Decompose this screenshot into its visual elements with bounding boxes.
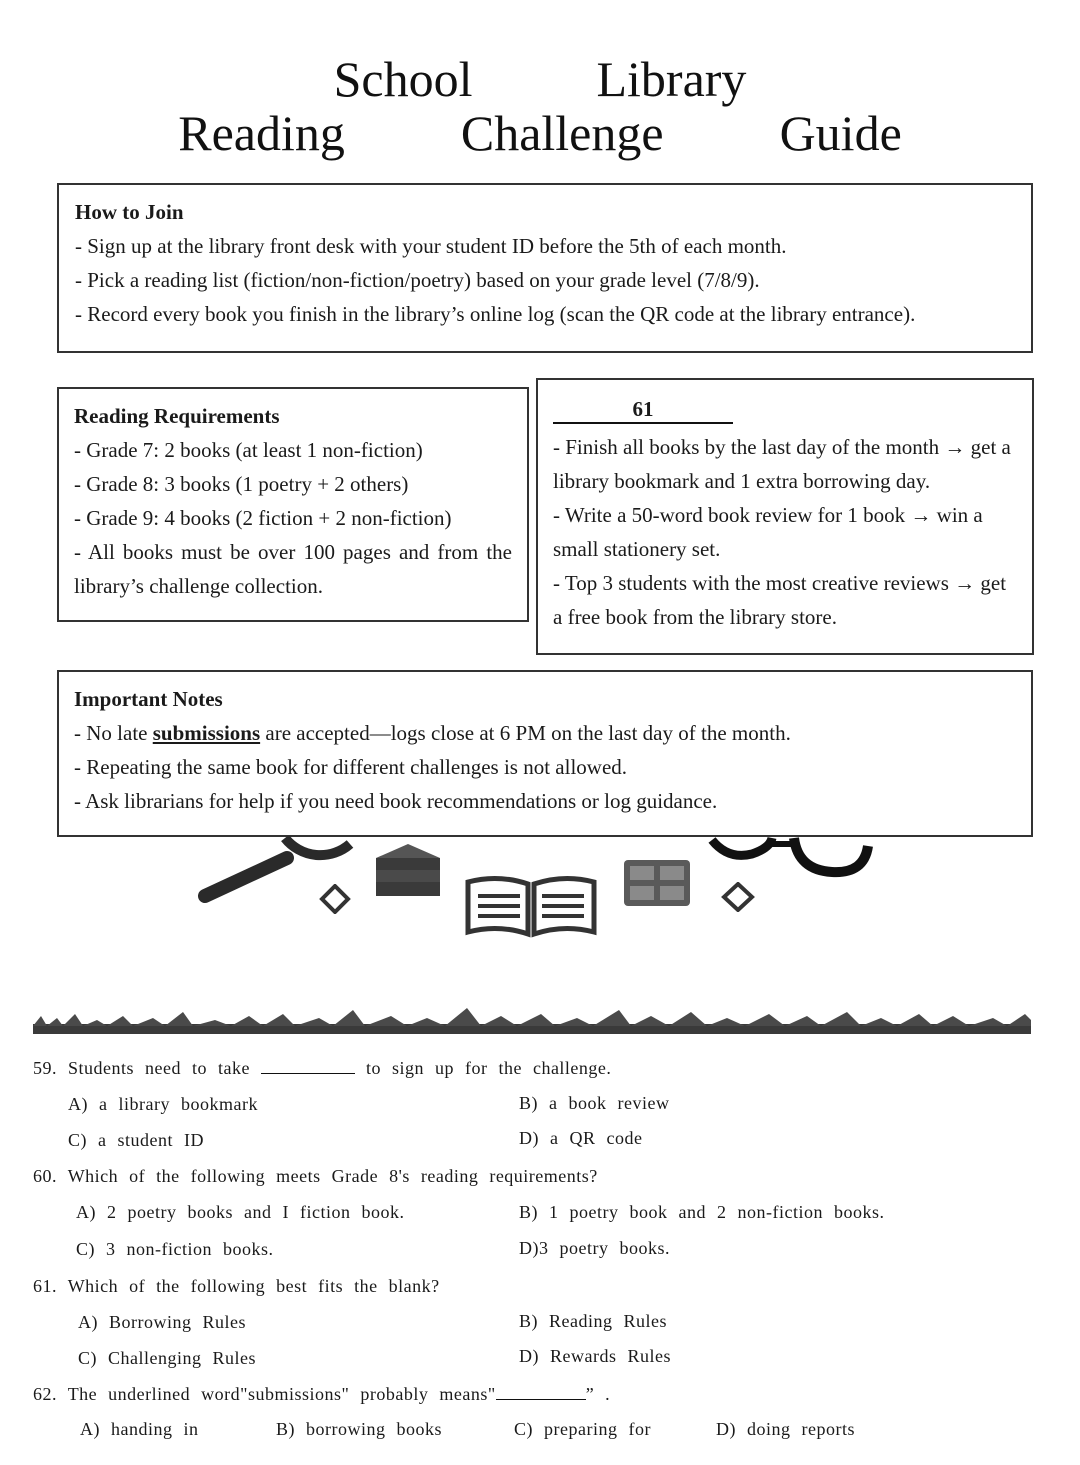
option-59-a: A) a library bookmark [68, 1094, 258, 1114]
title-word: Reading [178, 105, 345, 161]
join-line: - Pick a reading list (fiction/non-fiction/poetry) based on your grade level (7/8/9). [75, 268, 760, 292]
how-to-join-heading: How to Join [75, 200, 184, 224]
page-title-line-1 [0, 52, 1080, 106]
option-59-c: C) a student ID [68, 1130, 204, 1150]
important-notes-box [57, 670, 1033, 837]
note-text: - No late [74, 721, 153, 745]
page-title-line-2 [0, 106, 1080, 160]
option-59-d: D) a QR code [519, 1128, 643, 1148]
question-number: 60. [33, 1166, 57, 1186]
question-text: ” . [585, 1384, 611, 1404]
reading-requirements-box [57, 387, 529, 622]
question-text: Students need to take [68, 1058, 250, 1078]
glasses-icon [708, 836, 874, 886]
question-text: to sign up for the challenge. [365, 1058, 612, 1078]
option-61-d: D) Rewards Rules [519, 1346, 671, 1366]
title-word: Guide [779, 105, 902, 161]
question-text: Which of the following best fits the blank? [67, 1276, 440, 1296]
join-line: - Sign up at the library front desk with your student ID before the 5th of each month. [75, 234, 787, 258]
blank-heading-61: 61 [553, 396, 733, 424]
question-number: 59. [33, 1058, 57, 1078]
requirement-line: - Grade 7: 2 books (at least 1 non-fiction) [74, 438, 423, 462]
answer-blank [496, 1385, 586, 1400]
reward-line: - Top 3 students with the most creative reviews → get a free book from the library store. [553, 571, 1007, 629]
option-61-c: C) Challenging Rules [78, 1348, 256, 1368]
question-59 [33, 1058, 611, 1079]
note-text: are accepted—logs close at 6 PM on the last day of the month. [260, 721, 791, 745]
option-60-d: D)3 poetry books. [519, 1238, 670, 1258]
join-line: - Record every book you finish in the library’s online log (scan the QR code at the library entrance). [75, 302, 916, 326]
question-62 [33, 1384, 610, 1405]
option-62-b: B) borrowing books [276, 1419, 442, 1439]
note-line [74, 716, 1016, 750]
card-catalog-icon [622, 858, 692, 908]
option-60-b: B) 1 poetry book and 2 non-fiction books. [519, 1202, 885, 1222]
question-number: 61. [33, 1276, 57, 1296]
option-61-a: A) Borrowing Rules [78, 1312, 246, 1332]
question-number: 62. [33, 1384, 57, 1404]
important-notes-heading: Important Notes [74, 687, 223, 711]
option-62-c: C) preparing for [514, 1419, 651, 1439]
option-62-a: A) handing in [80, 1419, 199, 1439]
option-61-b: B) Reading Rules [519, 1311, 667, 1331]
rewards-box [536, 378, 1034, 655]
title-word: Library [596, 51, 747, 107]
option-60-c: C) 3 non-fiction books. [76, 1239, 274, 1259]
grass-divider [33, 1000, 1031, 1040]
title-word: Challenge [460, 105, 664, 161]
note-line: - Ask librarians for help if you need book recommendations or log guidance. [74, 789, 718, 813]
option-60-a: A) 2 poetry books and I fiction book. [76, 1202, 405, 1222]
note-line: - Repeating the same book for different challenges is not allowed. [74, 755, 628, 779]
question-60 [33, 1166, 598, 1187]
reward-line: - Write a 50-word book review for 1 book → win a small stationery set. [553, 503, 983, 561]
option-62-d: D) doing reports [716, 1419, 855, 1439]
question-61 [33, 1276, 440, 1297]
reading-requirements-heading: Reading Requirements [74, 404, 280, 428]
sparkle-icon [720, 882, 756, 912]
reward-line: - Finish all books by the last day of the month → get a library bookmark and 1 extra borrowing day. [553, 435, 1011, 493]
question-text: Which of the following meets Grade 8's reading requirements? [67, 1166, 598, 1186]
requirement-line: - Grade 8: 3 books (1 poetry + 2 others) [74, 472, 409, 496]
requirement-line: - All books must be over 100 pages and from the library’s challenge collection. [74, 540, 512, 598]
sparkle-icon [318, 884, 352, 914]
book-stack-icon [372, 840, 444, 902]
how-to-join-box [57, 183, 1033, 353]
option-59-b: B) a book review [519, 1093, 670, 1113]
open-book-icon [462, 874, 600, 940]
requirement-line: - Grade 9: 4 books (2 fiction + 2 non-fiction) [74, 506, 452, 530]
question-text: The underlined word"submissions" probably means" [67, 1384, 496, 1404]
title-word: School [333, 51, 473, 107]
answer-blank [261, 1059, 355, 1074]
underlined-word-submissions: submissions [152, 721, 261, 745]
